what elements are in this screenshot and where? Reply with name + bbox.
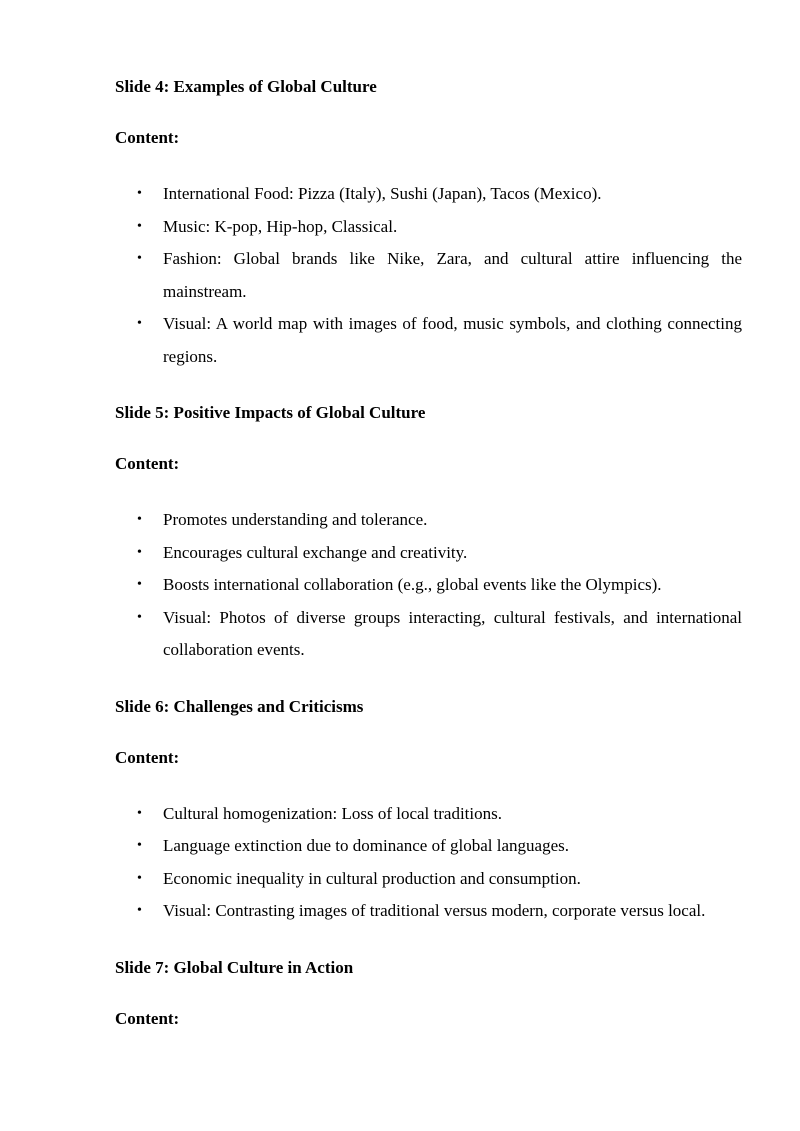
content-label: Content: — [115, 747, 180, 767]
slide-7-section — [115, 957, 742, 1030]
content-label: Content: — [115, 454, 180, 473]
bullet-icon: • — [137, 316, 142, 331]
bullet-list — [115, 178, 742, 373]
bullet-icon: • — [137, 512, 142, 527]
list-item-text: Cultural homogenization: Loss of local traditions. — [163, 803, 502, 823]
list-item — [137, 243, 742, 308]
bullet-icon: • — [137, 544, 142, 560]
list-item — [137, 537, 742, 570]
slide-title: Slide 6: Challenges and Criticisms — [115, 696, 364, 716]
list-item-text: Language extinction due to dominance of global languages. — [163, 836, 569, 855]
list-item — [137, 211, 742, 244]
list-item-text: International Food: Pizza (Italy), Sushi (Japan), Tacos (Mexico). — [163, 184, 602, 203]
slide-title: Slide 5: Positive Impacts of Global Culture — [115, 403, 426, 422]
bullet-icon: • — [137, 609, 142, 625]
list-item — [137, 830, 742, 863]
bullet-icon: • — [137, 251, 142, 266]
list-item-text: Boosts international collaboration (e.g., global events like the Olympics). — [163, 575, 662, 594]
list-item — [137, 895, 742, 928]
bullet-icon: • — [137, 870, 142, 886]
list-item-text: Visual: Photos of diverse groups interacting, cultural festivals, and international collaboration events. — [163, 607, 742, 659]
bullet-icon: • — [137, 186, 142, 201]
bullet-list — [115, 504, 742, 667]
list-item — [137, 178, 742, 211]
list-item — [137, 569, 742, 602]
bullet-list — [115, 798, 742, 928]
list-item — [137, 504, 742, 537]
bullet-icon: • — [137, 218, 142, 234]
list-item — [137, 602, 742, 667]
slide-6-section — [115, 696, 742, 928]
list-item-text: Encourages cultural exchange and creativity. — [163, 542, 468, 562]
slide-4-section — [115, 76, 742, 373]
list-item — [137, 798, 742, 831]
list-item — [137, 308, 742, 373]
list-item — [137, 863, 742, 896]
list-item-text: Economic inequality in cultural production and consumption. — [163, 868, 581, 888]
slide-title: Slide 4: Examples of Global Culture — [115, 77, 377, 96]
list-item-text: Music: K-pop, Hip-hop, Classical. — [163, 216, 398, 236]
slide-title: Slide 7: Global Culture in Action — [115, 957, 354, 977]
list-item-text: Promotes understanding and tolerance. — [163, 510, 428, 529]
list-item-text: Visual: Contrasting images of traditional versus modern, corporate versus local. — [163, 901, 706, 920]
list-item-text: Fashion: Global brands like Nike, Zara, and cultural attire influencing the mainstream. — [163, 249, 742, 301]
content-label: Content: — [115, 128, 180, 147]
bullet-icon: • — [137, 805, 142, 821]
bullet-icon: • — [137, 577, 142, 592]
bullet-icon: • — [137, 903, 142, 918]
slide-5-section — [115, 402, 742, 667]
bullet-icon: • — [137, 838, 142, 853]
content-label: Content: — [115, 1008, 180, 1028]
list-item-text: Visual: A world map with images of food, music symbols, and clothing connecting regions. — [163, 314, 742, 366]
